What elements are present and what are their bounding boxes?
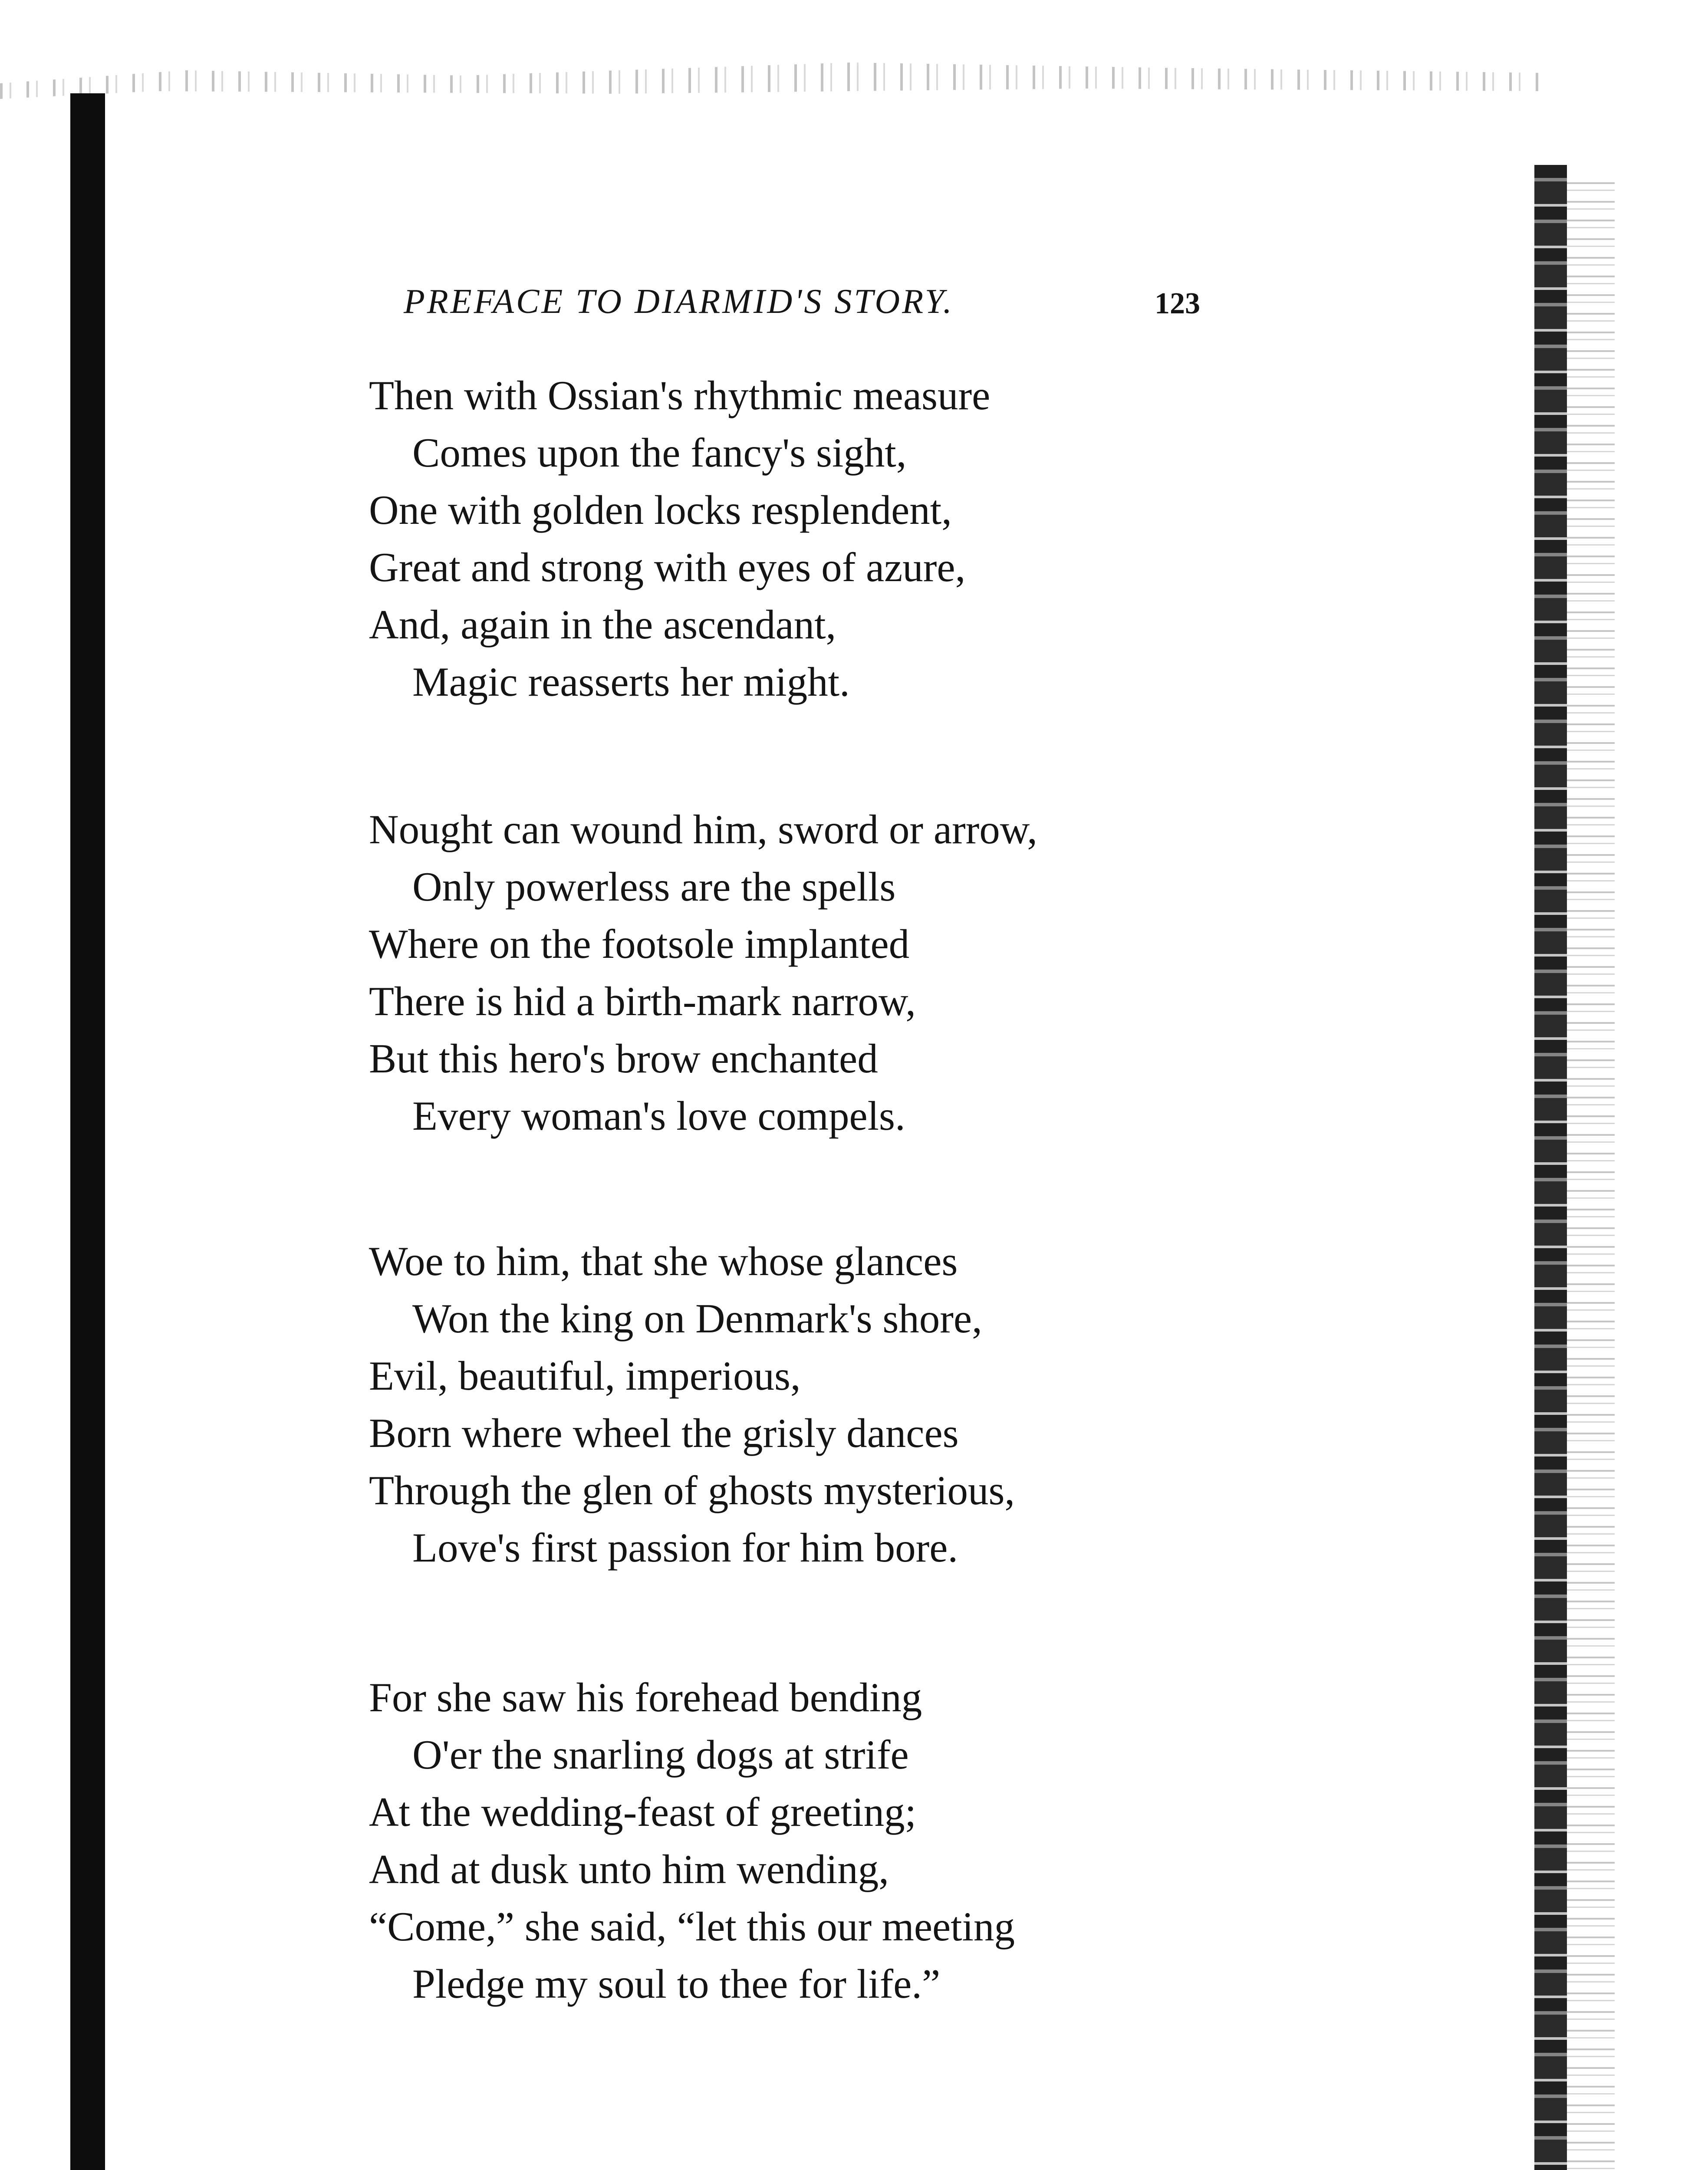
- verse-line: And at dusk unto him wending,: [369, 1846, 889, 1892]
- verse-line: Magic reasserts her might.: [412, 659, 850, 705]
- verse-line: Where on the footsole implanted: [369, 921, 910, 967]
- page-edge-shadow: [1534, 165, 1567, 2170]
- verse-line: For she saw his forehead bending: [369, 1674, 922, 1720]
- verse-line: And, again in the ascendant,: [369, 602, 836, 648]
- verse-line: Comes upon the fancy's sight,: [412, 430, 907, 476]
- verse-line: Love's first passion for him bore.: [412, 1525, 958, 1571]
- verse-line: Born where wheel the grisly dances: [369, 1410, 959, 1456]
- verse-line: But this hero's brow enchanted: [369, 1036, 878, 1082]
- verse-line: Won the king on Denmark's shore,: [412, 1295, 982, 1341]
- stanza-3: [369, 1233, 1367, 1576]
- verse-line: Then with Ossian's rhythmic measure: [369, 372, 991, 418]
- verse-line: Great and strong with eyes of azure,: [369, 544, 966, 590]
- verse-line: Only powerless are the spells: [412, 864, 896, 910]
- page-edge-noise: [1567, 182, 1615, 2170]
- scan-edge-top: [0, 52, 1545, 104]
- running-title: PREFACE TO DIARMID'S STORY.: [404, 283, 954, 321]
- verse-line: There is hid a birth-mark narrow,: [369, 978, 916, 1024]
- verse-line: Nought can wound him, sword or arrow,: [369, 806, 1037, 852]
- verse-line: O'er the snarling dogs at strife: [412, 1732, 909, 1778]
- stanza-1: [369, 367, 1367, 710]
- verse-line: At the wedding-feast of greeting;: [369, 1789, 916, 1835]
- verse-line: Every woman's love compels.: [412, 1093, 905, 1139]
- verse-line: One with golden locks resplendent,: [369, 487, 952, 533]
- stanza-2: [369, 801, 1367, 1144]
- page-header: [404, 282, 1228, 330]
- verse-line: Pledge my soul to thee for life.”: [412, 1961, 941, 2007]
- verse-line: Evil, beautiful, imperious,: [369, 1353, 801, 1399]
- book-spine-shadow: [70, 93, 105, 2170]
- verse-line: “Come,” she said, “let this our meeting: [369, 1904, 1015, 1950]
- verse-line: Through the glen of ghosts mysterious,: [369, 1467, 1015, 1513]
- verse-line: Woe to him, that she whose glances: [369, 1238, 958, 1284]
- page-number: 123: [1155, 287, 1200, 320]
- stanza-4: [369, 1669, 1367, 2012]
